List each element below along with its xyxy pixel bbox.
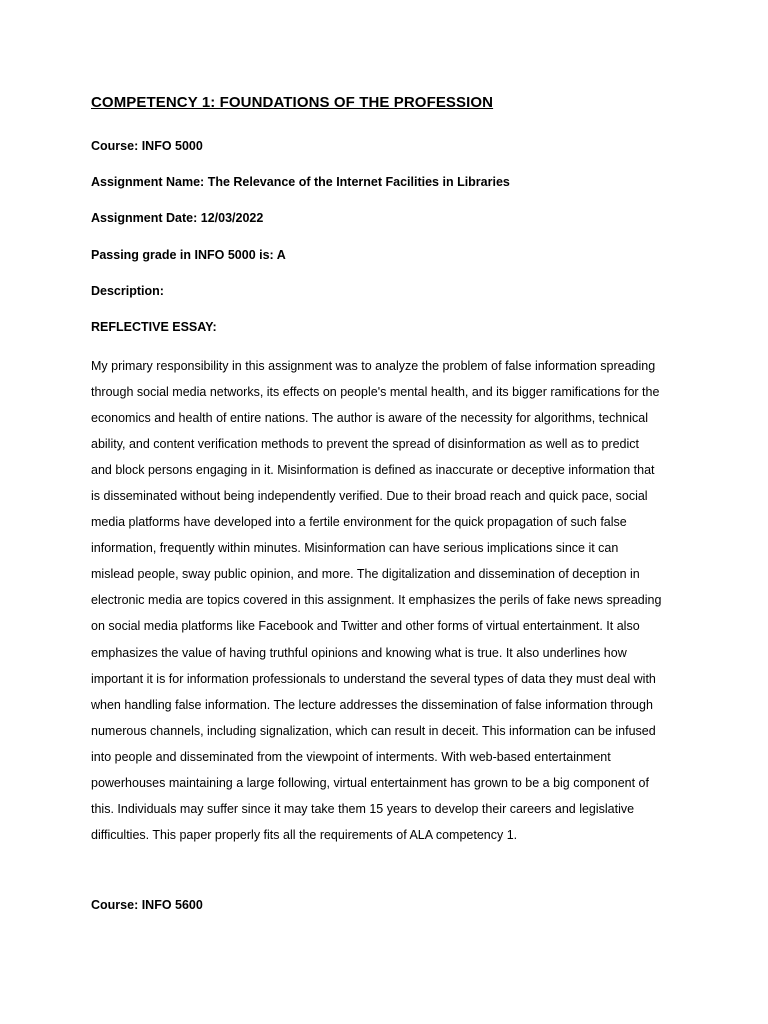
essay-line: emphasizes the value of having truthful opinions and knowing what is true. It also underlines how	[91, 645, 627, 660]
essay-line: difficulties. This paper properly fits all the requirements of ALA competency 1.	[91, 827, 518, 842]
reflective-essay-label: REFLECTIVE ESSAY:	[91, 320, 217, 334]
essay-line: on social media platforms like Facebook and Twitter and other forms of virtual entertainment. It also	[91, 619, 640, 634]
passing-grade-field: Passing grade in INFO 5000 is: A	[91, 248, 286, 262]
assignment-name-field: Assignment Name: The Relevance of the Internet Facilities in Libraries	[91, 175, 510, 189]
essay-line: important it is for information professionals to understand the several types of data they must deal with	[91, 671, 656, 686]
essay-line: powerhouses maintaining a large following, virtual entertainment has grown to be a big component of	[91, 775, 649, 790]
essay-line: and block persons engaging in it. Misinformation is defined as inaccurate or deceptive information that	[91, 463, 655, 478]
essay-line: My primary responsibility in this assignment was to analyze the problem of false information spreading	[91, 359, 656, 373]
essay-line: economics and health of entire nations. The author is aware of the necessity for algorithms, technical	[91, 411, 649, 426]
essay-line: this. Individuals may suffer since it may take them 15 years to develop their careers and legislative	[91, 801, 635, 816]
essay-line: electronic media are topics covered in this assignment. It emphasizes the perils of fake news spreading	[91, 593, 662, 608]
assignment-date-field: Assignment Date: 12/03/2022	[91, 211, 264, 225]
essay-line: mislead people, sway public opinion, and more. The digitalization and dissemination of deception in	[91, 567, 640, 582]
essay-line: when handling false information. The lecture addresses the dissemination of false information through	[91, 697, 653, 712]
course-field: Course: INFO 5000	[91, 139, 203, 153]
essay-line: is disseminated without being independently verified. Due to their broad reach and quick pace, social	[91, 489, 648, 504]
essay-body	[91, 353, 691, 848]
essay-line: ability, and content verification methods to prevent the spread of disinformation as well as to predict	[91, 437, 639, 452]
essay-line: through social media networks, its effects on people's mental health, and its bigger ramifications for the	[91, 385, 660, 400]
essay-line: numerous channels, including signalization, which can result in deceit. This information can be infused	[91, 723, 656, 738]
description-label: Description:	[91, 284, 164, 298]
essay-line: into people and disseminated from the viewpoint of interments. With web-based entertainment	[91, 749, 611, 764]
essay-line: media platforms have developed into a fertile environment for the quick propagation of such false	[91, 515, 627, 530]
next-course-field: Course: INFO 5600	[91, 898, 203, 912]
essay-line: information, frequently within minutes. Misinformation can have serious implications since it can	[91, 541, 619, 556]
page-title: COMPETENCY 1: FOUNDATIONS OF THE PROFESSION	[91, 94, 494, 111]
